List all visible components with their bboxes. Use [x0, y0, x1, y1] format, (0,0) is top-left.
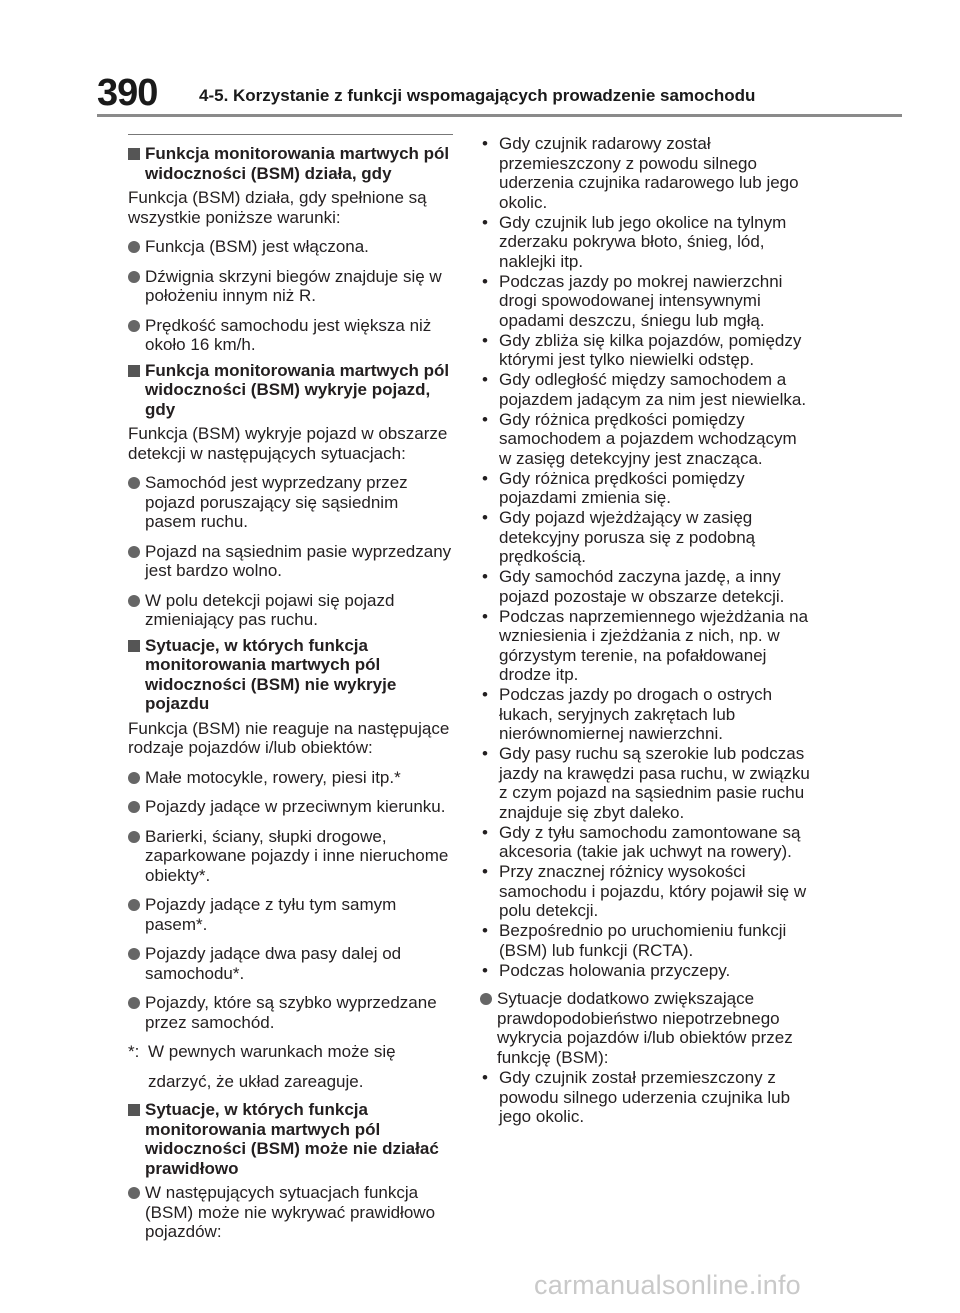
list-item: W polu detekcji pojawi się pojazd zmieniający pas ruchu. [128, 591, 453, 630]
bullet-icon: • [482, 409, 488, 429]
bullet-icon: • [482, 960, 488, 980]
round-bullet-icon [128, 1187, 140, 1199]
bullet-item: • Gdy zbliża się kilka pojazdów, pomiędzy którymi jest tylko niewielki odstęp. [482, 330, 802, 369]
page-header [0, 0, 960, 118]
section-divider [128, 134, 453, 135]
bullet-item: • Podczas jazdy po mokrej nawierzchni drogi spowodowanej intensywnymi opadami deszczu, śniegu lub mgłą. [482, 271, 783, 330]
round-bullet-icon [128, 801, 140, 813]
section-heading: Funkcja monitorowania martwych pól widoczności (BSM) działa, gdy [128, 144, 453, 183]
bullet-icon: • [482, 271, 488, 291]
bullet-item: • Gdy czujnik radarowy został przemieszczony z powodu silnego uderzenia czujnika radarowego lub jego okolic. [482, 134, 799, 212]
bullet-item: • Bezpośrednio po uruchomieniu funkcji (BSM) lub funkcji (RCTA). [482, 921, 787, 960]
bullet-item: • Podczas jazdy po drogach o ostrych łukach, seryjnych zakrętach lub nierównomiernej nawierzchni. [482, 685, 773, 743]
bullet-item: • Przy znacznej różnicy wysokości samochodu i pojazdu, który pojawił się w polu detekcji. [482, 862, 807, 920]
bullet-icon: • [482, 744, 488, 763]
page-number: 390 [97, 72, 158, 114]
bullet-item: • Gdy czujnik został przemieszczony z powodu silnego uderzenia czujnika lub jego okolic. [482, 1068, 791, 1126]
round-bullet-icon [128, 772, 140, 784]
bullet-icon: • [482, 212, 488, 232]
section-heading: Funkcja monitorowania martwych pól widoczności (BSM) wykryje pojazd, gdy [128, 361, 453, 420]
square-bullet-icon [128, 640, 140, 652]
watermark: carmanualsonline.info [534, 1270, 801, 1300]
paragraph: Funkcja (BSM) wykryje pojazd w obszarze detekcji w następujących sytuacjach: [128, 424, 448, 463]
paragraph: Funkcja (BSM) działa, gdy spełnione są wszystkie poniższe warunki: [128, 188, 427, 227]
round-bullet-icon [128, 595, 140, 607]
bullet-item: • Gdy różnica prędkości pomiędzy samochodem a pojazdem wchodzącym w zasięg detekcyjny jest znacząca. [482, 409, 797, 468]
list-item: Samochód jest wyprzedzany przez pojazd poruszający się sąsiednim pasem ruchu. [128, 473, 453, 532]
bullet-icon: • [482, 567, 488, 586]
footnote [128, 1042, 453, 1091]
list-item: Prędkość samochodu jest większa niż około 16 km/h. [128, 316, 453, 355]
list-item: Pojazdy, które są szybko wyprzedzane przez samochód. [128, 993, 453, 1032]
round-bullet-icon [128, 546, 140, 558]
square-bullet-icon [128, 365, 140, 377]
list-item: Funkcja (BSM) jest włączona. [128, 237, 453, 257]
bullet-icon: • [482, 468, 488, 488]
round-bullet-icon [128, 477, 140, 489]
list-item: Małe motocykle, rowery, piesi itp.* [128, 768, 453, 788]
section-heading: Sytuacje, w których funkcja monitorowania martwych pól widoczności (BSM) nie wykryje pojazdu [128, 636, 453, 714]
bullet-icon: • [482, 370, 488, 389]
bullet-icon: • [482, 330, 488, 350]
list-item: Dźwignia skrzyni biegów znajduje się w położeniu innym niż R. [128, 267, 453, 306]
bullet-icon: • [482, 822, 488, 842]
list-item: Pojazdy jadące z tyłu tym samym pasem*. [128, 895, 453, 934]
bullet-item: • Gdy pasy ruchu są szerokie lub podczas jazdy na krawędzi pasa ruchu, w związku z czym pojazd na sąsiednim pasie ruchu znajduje się zbyt daleko. [482, 744, 810, 822]
paragraph: Funkcja (BSM) nie reaguje na następujące rodzaje pojazdów i/lub obiektów: [128, 718, 450, 757]
bullet-item: • Podczas holowania przyczepy. [482, 960, 731, 980]
list-item: Sytuacje dodatkowo zwiększające prawdopodobieństwo niepotrzebnego wykrycia pojazdów i/lub obiektów przez funkcję (BSM): [480, 989, 810, 1067]
footnote-text: zdarzyć, że układ zareaguje. [148, 1071, 364, 1091]
round-bullet-icon [128, 899, 140, 911]
bullet-icon: • [482, 134, 488, 153]
bullet-list [480, 1068, 810, 1127]
bullet-item: • Podczas naprzemiennego wjeżdżania na wzniesienia i zjeżdżania z nich, np. w górzystym terenie, na pofałdowanej drodze itp. [482, 606, 809, 684]
round-bullet-icon [128, 831, 140, 843]
right-column [480, 134, 810, 1127]
round-bullet-icon [128, 320, 140, 332]
section-heading: Sytuacje, w których funkcja monitorowania martwych pól widoczności (BSM) może nie działać prawidłowo [128, 1100, 453, 1178]
round-bullet-icon [480, 993, 492, 1005]
bullet-icon: • [482, 862, 488, 881]
list-item: Barierki, ściany, słupki drogowe, zaparkowane pojazdy i inne nieruchome obiekty*. [128, 827, 453, 886]
left-column [128, 134, 453, 1252]
square-bullet-icon [128, 1104, 140, 1116]
bullet-item: • Gdy odległość między samochodem a pojazdem jadącym za nim jest niewielka. [482, 370, 807, 409]
header-rule [97, 114, 902, 117]
bullet-item: • Gdy czujnik lub jego okolice na tylnym zderzaku pokrywa błoto, śnieg, lód, naklejki itp. [482, 212, 787, 271]
bullet-icon: • [482, 921, 488, 940]
bullet-icon: • [482, 508, 488, 527]
list-item: Pojazdy jadące dwa pasy dalej od samochodu*. [128, 944, 453, 983]
footnote-text: W pewnych warunkach może się [148, 1042, 396, 1061]
round-bullet-icon [128, 241, 140, 253]
bullet-item: • Gdy różnica prędkości pomiędzy pojazdami zmienia się. [482, 468, 745, 507]
list-item: W następujących sytuacjach funkcja (BSM) może nie wykrywać prawidłowo pojazdów: [128, 1183, 453, 1242]
round-bullet-icon [128, 271, 140, 283]
chapter-title: 4-5. Korzystanie z funkcji wspomagających prowadzenie samochodu [199, 86, 756, 105]
bullet-item: • Gdy pojazd wjeżdżający w zasięg detekcyjny porusza się z podobną prędkością. [482, 508, 756, 566]
list-item: Pojazd na sąsiednim pasie wyprzedzany jest bardzo wolno. [128, 542, 453, 581]
round-bullet-icon [128, 997, 140, 1009]
list-item: Pojazdy jadące w przeciwnym kierunku. [128, 797, 453, 817]
bullet-icon: • [482, 685, 488, 704]
bullet-item: • Gdy z tyłu samochodu zamontowane są akcesoria (takie jak uchwyt na rowery). [482, 822, 801, 861]
bullet-icon: • [482, 606, 488, 626]
footnote-mark: *: [128, 1042, 140, 1061]
bullet-item: • Gdy samochód zaczyna jazdę, a inny pojazd pozostaje w obszarze detekcji. [482, 567, 785, 606]
round-bullet-icon [128, 948, 140, 960]
square-bullet-icon [128, 148, 140, 160]
bullet-icon: • [482, 1068, 488, 1087]
bullet-list [480, 134, 810, 980]
